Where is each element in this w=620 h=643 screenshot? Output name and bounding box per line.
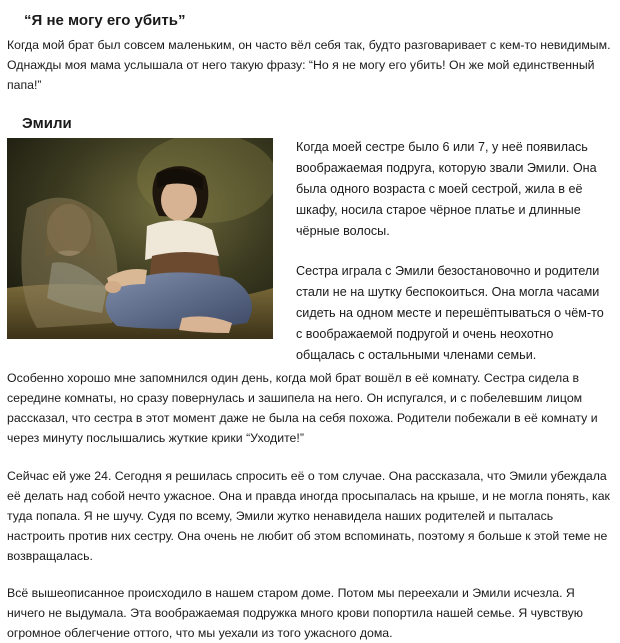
side-text-block [296, 137, 612, 366]
story-paragraph: Всё вышеописанное происходило в нашем старом доме. Потом мы переехали и Эмили исчезла. Я ничего не выдумала. Эта воображаемая подружка много крови попортила нашей семье. Я чувствую огромное облегчение оттого, что мы уехали из того ужасного дома. [7, 586, 584, 640]
side-paragraph: Когда моей сестре было 6 или 7, у неё появилась воображаемая подруга, которую звали Эмили. Она была одного возраста с моей сестрой, жила в её шкафу, носила старое чёрное платье и длинные чёрные волосы. [296, 140, 597, 238]
story-paragraph: Особенно хорошо мне запомнился один день, когда мой брат вошёл в её комнату. Сестра сидела в середине комнаты, но сразу повернулась и зашипела на него. Он испугался, и с побелевшим лицом рассказал, что сестра в этот момент даже не была на себя похожа. Родители побежали в её комнату и через минуту послышались жуткие крики “Уходите!” [7, 371, 598, 445]
section-title-emily: Эмили [22, 115, 72, 132]
intro-paragraph: Когда мой брат был совсем маленьким, он часто вёл себя так, будто разговаривает с кем-то невидимым. Однажды моя мама услышала от него такую фразу: “Но я не могу его убить! Он же мой единственный папа!” [7, 38, 611, 92]
section-title-cant-kill: “Я не могу его убить” [24, 12, 186, 29]
side-paragraph: Сестра играла с Эмили безостановочно и родители стали не на шутку беспокоиться. Она могла часами сидеть на одном месте и перешёптываться о чём-то с воображаемой подругой и очень неохотно общалась с остальными членами семьи. [296, 264, 604, 362]
painting-illustration [7, 138, 273, 339]
painting-two-girls-image [7, 138, 273, 339]
story-paragraph: Сейчас ей уже 24. Сегодня я решилась спросить её о том случае. Она рассказала, что Эмили убеждала её делать над собой нечто ужасное. Она и правда иногда просыпалась на крыше, и не могла понять, как туда попала. Я не шучу. Судя по всему, Эмили жутко ненавидела наших родителей и пыталась настроить против них сестру. Она очень не любит об этом вспоминать, поэтому я больше к этой теме не возвращалась. [7, 469, 610, 563]
